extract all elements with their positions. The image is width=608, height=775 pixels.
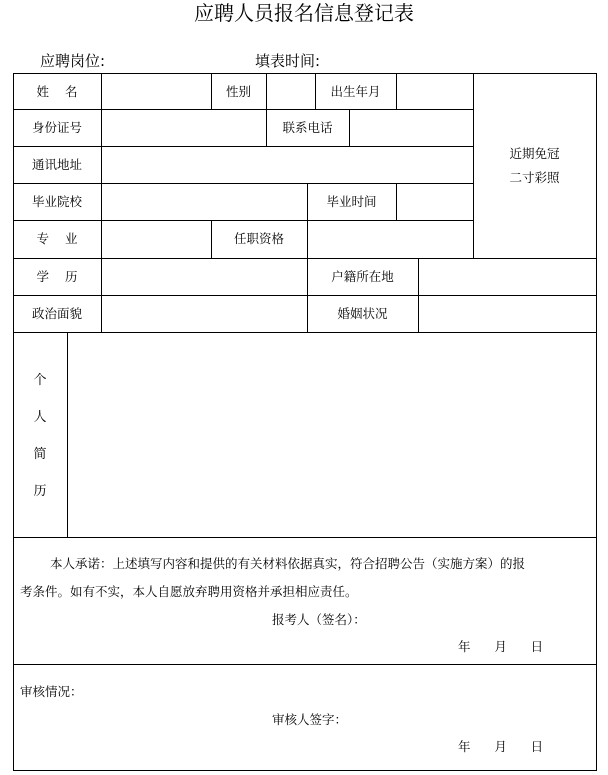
resume-char-2: 人: [33, 410, 47, 425]
position-label: 应聘岗位:: [40, 52, 106, 70]
gender-label: 性别: [225, 83, 251, 99]
grad-time-input[interactable]: [397, 184, 473, 220]
photo-line-2: 二寸彩照: [509, 169, 560, 185]
school-input[interactable]: [102, 184, 307, 220]
major-input[interactable]: [102, 221, 211, 258]
grad-time-label: 毕业时间: [326, 193, 377, 209]
name-input[interactable]: [102, 74, 211, 109]
resume-char-4: 历: [33, 484, 47, 499]
name-label: 姓 名: [36, 83, 78, 99]
major-label: 专 业: [36, 231, 78, 246]
address-label: 通讯地址: [31, 156, 82, 172]
applicant-signature-label: 报考人（签名）：: [272, 612, 366, 627]
household-label: 户籍所在地: [331, 268, 394, 284]
reviewer-signature-label: 审核人签字：: [272, 712, 348, 727]
resume-char-1: 个: [33, 373, 47, 388]
phone-input[interactable]: [350, 110, 473, 146]
applicant-date: 年 月 日: [458, 639, 544, 654]
household-input[interactable]: [419, 259, 596, 295]
qualification-input[interactable]: [308, 221, 473, 258]
birth-label: 出生年月: [330, 83, 381, 99]
form-title: 应聘人员报名信息登记表: [194, 1, 414, 25]
id-number-label: 身份证号: [31, 119, 82, 135]
review-label: 审核情况：: [20, 684, 83, 699]
gender-input[interactable]: [267, 74, 315, 109]
qualification-label: 任职资格: [233, 231, 284, 246]
pledge-line-2: 考条件。如有不实，本人自愿放弃聘用资格并承担相应责任。: [20, 584, 358, 599]
address-input[interactable]: [102, 147, 473, 183]
education-input[interactable]: [102, 259, 307, 295]
photo-line-1: 近期免冠: [509, 145, 560, 161]
photo-placeholder[interactable]: [473, 73, 596, 258]
school-label: 毕业院校: [31, 193, 82, 209]
pledge-line-1: 本人承诺：上述填写内容和提供的有关材料依据真实，符合招聘公告（实施方案）的报: [50, 556, 526, 571]
resume-label: [13, 362, 67, 510]
review-date: 年 月 日: [458, 739, 544, 754]
marital-input[interactable]: [419, 296, 596, 332]
education-label: 学 历: [36, 268, 78, 284]
resume-char-3: 简: [33, 447, 47, 462]
birth-input[interactable]: [397, 74, 473, 109]
fill-date-label: 填表时间:: [255, 52, 321, 70]
id-number-input[interactable]: [102, 110, 266, 146]
political-label: 政治面貌: [31, 305, 82, 321]
marital-label: 婚姻状况: [337, 305, 388, 321]
resume-textarea[interactable]: [68, 333, 596, 537]
political-input[interactable]: [102, 296, 307, 332]
phone-label: 联系电话: [282, 119, 333, 135]
